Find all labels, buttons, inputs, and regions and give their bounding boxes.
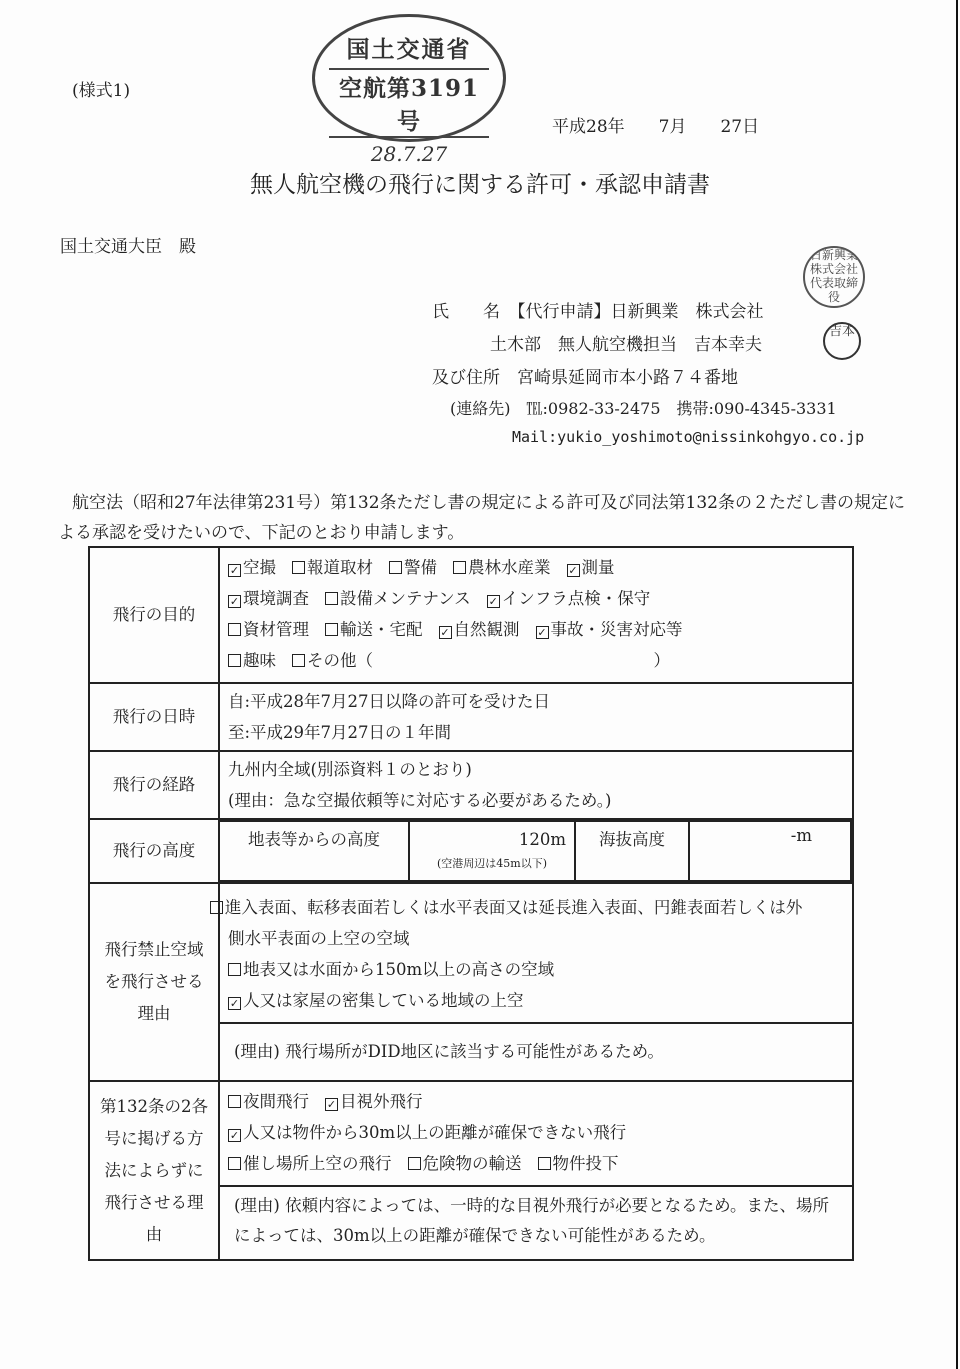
checkbox-label: 自然観測: [453, 620, 520, 639]
checkbox-label: 危険物の輸送: [422, 1154, 522, 1173]
checkbox-option[interactable]: [292, 647, 670, 671]
prohibited-reason: (理由) 飛行場所がDID地区に該当する可能性があるため。: [220, 1022, 852, 1080]
checkbox-label: 輸送・宅配: [340, 620, 423, 639]
methods-option-row: [228, 1088, 844, 1119]
checkbox-label: 趣味: [243, 651, 276, 670]
methods-row: [89, 1081, 853, 1260]
route-value: [219, 751, 853, 819]
checkbox-option[interactable]: [408, 1150, 522, 1174]
unchecked-box-icon: [538, 1157, 551, 1170]
ground-altitude: [409, 821, 575, 881]
checked-box-icon: ✓: [229, 595, 240, 608]
checkbox-label: 人又は物件から30m以上の距離が確保できない飛行: [243, 1123, 627, 1142]
datetime-row: [89, 683, 853, 751]
company-seal: 日新興業株式会社代表取締役: [803, 246, 865, 308]
contact-label: (連絡先): [450, 399, 511, 418]
checkbox-option[interactable]: [325, 585, 471, 609]
methods-label: 第132条の2各号に掲げる方法によらずに飛行させる理由: [89, 1081, 219, 1260]
checkbox-option[interactable]: [325, 1088, 423, 1112]
checked-box-icon: ✓: [229, 997, 240, 1010]
document-title: 無人航空機の飛行に関する許可・承認申請書: [250, 172, 710, 198]
checkbox-option[interactable]: [439, 616, 520, 640]
stamp-number: 空航第3191号: [329, 68, 489, 138]
ground-altitude-value: 120m: [518, 830, 566, 849]
methods-option-row: [228, 1119, 844, 1150]
prohibited-option-row: [228, 954, 844, 985]
checkbox-label: 環境調査: [243, 589, 309, 608]
prohibited-value: [219, 883, 853, 1081]
checkbox-option[interactable]: [538, 1150, 619, 1174]
purpose-option-row: [228, 616, 844, 647]
sea-altitude-label: 海抜高度: [575, 821, 689, 881]
checkbox-option[interactable]: [228, 1088, 309, 1112]
purpose-option-row: [228, 585, 844, 616]
checkbox-label: 目視外飛行: [340, 1092, 423, 1111]
unchecked-box-icon: [292, 561, 305, 574]
checkbox-label: 進入表面、転移表面若しくは水平表面又は延長進入表面、円錐表面若しくは外側水平表面の上空の空域: [224, 898, 803, 948]
prohibited-options: [220, 884, 852, 1022]
checkbox-label: 農林水産業: [468, 558, 551, 577]
methods-option-row: [228, 1150, 844, 1181]
personal-seal: 吉本: [823, 322, 861, 360]
prohibited-label: 飛行禁止空域を飛行させる理由: [89, 883, 219, 1081]
checked-box-icon: ✓: [568, 564, 578, 577]
altitude-label: 飛行の高度: [89, 819, 219, 883]
ground-altitude-note: (空港周辺は45m以下): [436, 857, 547, 870]
checkbox-option[interactable]: [487, 585, 651, 609]
checkbox-option[interactable]: [453, 554, 551, 578]
checkbox-option[interactable]: [224, 892, 810, 954]
checkbox-label: 報道取材: [307, 558, 373, 577]
address-label: 及び住所: [432, 368, 500, 388]
unchecked-box-icon: [389, 561, 402, 574]
purpose-row: [89, 547, 853, 683]
checkbox-label: 催し場所上空の飛行: [243, 1154, 392, 1173]
methods-reason: (理由) 依頼内容によっては、一時的な目視外飛行が必要となるため。また、場所によっては、30m以上の距離が確保できない可能性があるため。: [220, 1185, 852, 1259]
unchecked-box-icon: [292, 654, 305, 667]
methods-options: [220, 1082, 852, 1185]
checkbox-option[interactable]: [228, 1150, 392, 1174]
checkbox-option[interactable]: [292, 554, 373, 578]
route-area: 九州内全域(別添資料１のとおり): [228, 760, 472, 779]
checked-box-icon: ✓: [326, 1098, 337, 1111]
prohibited-option-row: [224, 892, 844, 954]
contact-line: [450, 396, 837, 419]
unchecked-box-icon: [228, 623, 241, 636]
checked-box-icon: ✓: [488, 595, 498, 608]
unchecked-box-icon: [453, 561, 466, 574]
methods-value: [219, 1081, 853, 1260]
checkbox-label: 物件投下: [552, 1154, 619, 1173]
checkbox-label: 夜間飛行: [243, 1092, 309, 1111]
checkbox-label: 事故・災害対応等: [550, 620, 683, 639]
stamp-ministry: 国土交通省: [346, 36, 472, 63]
applicant-block: [432, 296, 764, 395]
checkbox-label: 警備: [404, 558, 437, 577]
checked-box-icon: ✓: [537, 626, 547, 639]
datetime-label: 飛行の日時: [89, 683, 219, 751]
application-table: [88, 546, 854, 1261]
checkbox-label: 空撮: [243, 558, 276, 577]
contact-mail: Mail:yukio_yoshimoto@nissinkohgyo.co.jp: [512, 428, 865, 446]
intro-paragraph: 航空法（昭和27年法律第231号）第132条ただし書の規定による許可及び同法第132条の２ただし書の規定による承認を受けたいので、下記のとおり申請します。: [58, 493, 905, 543]
checkbox-label: 設備メンテナンス: [340, 589, 471, 608]
unchecked-box-icon: [325, 592, 338, 605]
checkbox-label: 地表又は水面から150m以上の高さの空域: [243, 960, 555, 979]
applicant-address: 宮崎県延岡市本小路７４番地: [517, 368, 738, 388]
checked-box-icon: ✓: [229, 1129, 240, 1142]
unchecked-box-icon: [228, 963, 241, 976]
purpose-option-row: [228, 647, 844, 678]
unchecked-box-icon: [228, 1095, 241, 1108]
checkbox-option[interactable]: [228, 985, 524, 1016]
prohibited-row: [89, 883, 853, 1081]
datetime-to: 至:平成29年7月27日の１年間: [228, 723, 452, 742]
name-label: 氏 名: [432, 302, 500, 322]
checkbox-option[interactable]: [228, 616, 309, 640]
checked-box-icon: ✓: [229, 564, 240, 577]
route-label: 飛行の経路: [89, 751, 219, 819]
checkbox-label: 人又は家屋の密集している地域の上空: [243, 991, 524, 1010]
altitude-row: [89, 819, 853, 883]
unchecked-box-icon: [408, 1157, 421, 1170]
contact-phone: ℡:0982-33-2475 携帯:090-4345-3331: [526, 399, 837, 418]
purpose-options: [219, 547, 853, 683]
purpose-option-row: [228, 554, 844, 585]
unchecked-box-icon: [210, 901, 223, 914]
checked-box-icon: ✓: [440, 626, 450, 639]
checkbox-label: その他（ ）: [307, 651, 670, 670]
unchecked-box-icon: [325, 623, 338, 636]
prohibited-option-row: [228, 985, 844, 1016]
unchecked-box-icon: [228, 654, 241, 667]
form-number: (様式1): [72, 81, 131, 101]
checkbox-option[interactable]: [228, 585, 309, 609]
datetime-value: [219, 683, 853, 751]
checkbox-label: 測量: [581, 558, 615, 577]
checkbox-option[interactable]: [536, 616, 683, 640]
application-date: 平成28年 7月 27日: [552, 117, 760, 137]
checkbox-option[interactable]: [228, 954, 554, 985]
checkbox-label: インフラ点検・保守: [501, 589, 651, 608]
checkbox-option[interactable]: [325, 616, 423, 640]
route-reason: (理由：急な空撮依頼等に対応する必要があるため。): [228, 791, 612, 810]
applicant-dept: 土木部 無人航空機担当 吉本幸夫: [490, 335, 762, 355]
checkbox-option[interactable]: [389, 554, 437, 578]
applicant-name: 【代行申請】日新興業 株式会社: [517, 302, 764, 322]
route-row: [89, 751, 853, 819]
checkbox-option[interactable]: [228, 554, 276, 578]
ground-altitude-label: 地表等からの高度: [220, 821, 409, 881]
received-stamp: [312, 14, 506, 166]
purpose-label: 飛行の目的: [89, 547, 219, 683]
addressee: 国土交通大臣 殿: [60, 237, 196, 257]
unchecked-box-icon: [228, 1157, 241, 1170]
datetime-from: 自:平成28年7月27日以降の許可を受けた日: [228, 692, 551, 711]
checkbox-label: 資材管理: [243, 620, 309, 639]
checkbox-option[interactable]: [567, 554, 615, 578]
checkbox-option[interactable]: [228, 1119, 626, 1143]
sea-altitude-value: -m: [689, 821, 851, 881]
stamp-date: 28.7.27: [370, 142, 448, 166]
altitude-value: [219, 819, 853, 883]
checkbox-option[interactable]: [228, 647, 276, 671]
